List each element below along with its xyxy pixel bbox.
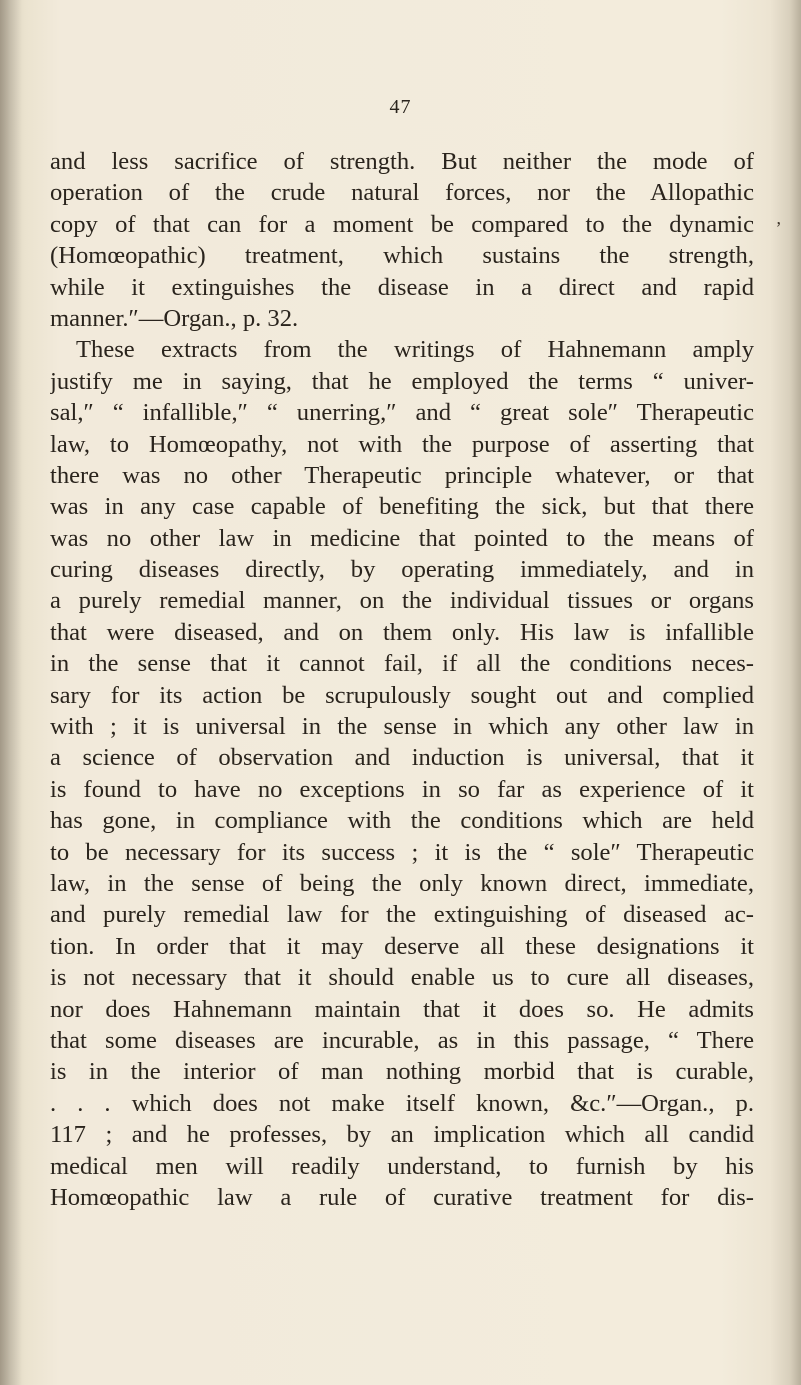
text-line: and purely remedial law for the extinguishing of diseased ac- bbox=[50, 901, 754, 929]
text-line: is not necessary that it should enable us to cure all diseases, bbox=[50, 964, 754, 992]
text-line: 117 ; and he professes, by an implication which all candid bbox=[50, 1121, 754, 1149]
margin-mark: , bbox=[776, 208, 781, 228]
text-line: These extracts from the writings of Hahnemann amply bbox=[76, 336, 754, 364]
page-number: 47 bbox=[389, 96, 412, 118]
binding-shadow bbox=[0, 0, 22, 1385]
text-line: medical men will readily understand, to furnish by his bbox=[50, 1152, 754, 1180]
text-line: copy of that can for a moment be compared to the dynamic bbox=[50, 210, 754, 238]
text-line: and less sacrifice of strength. But neither the mode of bbox=[50, 148, 754, 175]
text-line: in the sense that it cannot fail, if all the conditions neces- bbox=[50, 650, 754, 678]
text-line: (Homœopathic) treatment, which sustains the strength, bbox=[50, 242, 754, 270]
body-text bbox=[50, 146, 754, 1213]
text-line: that some diseases are incurable, as in this passage, “ There bbox=[50, 1026, 754, 1054]
text-line: sal,″ “ infallible,″ “ unerring,″ and “ great sole″ Therapeutic bbox=[50, 399, 754, 427]
text-line: law, in the sense of being the only known direct, immediate, bbox=[50, 869, 754, 897]
text-line: that were diseased, and on them only. His law is infallible bbox=[50, 618, 754, 646]
text-line: is in the interior of man nothing morbid that is curable, bbox=[50, 1058, 754, 1086]
text-line: nor does Hahnemann maintain that it does so. He admits bbox=[50, 995, 754, 1023]
text-line: was no other law in medicine that pointed to the means of bbox=[50, 524, 754, 552]
text-line: is found to have no exceptions in so far as experience of it bbox=[50, 775, 754, 803]
text-line: sary for its action be scrupulously sought out and complied bbox=[50, 681, 754, 709]
text-line: a science of observation and induction is universal, that it bbox=[50, 744, 754, 772]
text-line: curing diseases directly, by operating immediately, and in bbox=[50, 556, 754, 584]
text-line: tion. In order that it may deserve all these designations it bbox=[50, 932, 754, 960]
text-line: operation of the crude natural forces, nor the Allopathic bbox=[50, 179, 754, 207]
text-line: there was no other Therapeutic principle whatever, or that bbox=[50, 461, 754, 489]
text-line: while it extinguishes the disease in a direct and rapid bbox=[50, 273, 754, 301]
text-line: justify me in saying, that he employed the terms “ univer- bbox=[50, 367, 754, 395]
text-line: law, to Homœopathy, not with the purpose of asserting that bbox=[50, 430, 754, 458]
text-line: a purely remedial manner, on the individual tissues or organs bbox=[50, 587, 754, 615]
text-line: Homœopathic law a rule of curative treatment for dis- bbox=[50, 1183, 754, 1211]
text-line: has gone, in compliance with the conditions which are held bbox=[50, 807, 754, 835]
text-line: was in any case capable of benefiting the sick, but that there bbox=[50, 493, 754, 521]
text-line: with ; it is universal in the sense in which any other law in bbox=[50, 713, 754, 741]
text-line: . . . which does not make itself known, &c.″—Organ., p. bbox=[50, 1089, 754, 1117]
text-line: to be necessary for its success ; it is the “ sole″ Therapeutic bbox=[50, 838, 754, 866]
text-line: manner.″—Organ., p. 32. bbox=[50, 304, 299, 332]
